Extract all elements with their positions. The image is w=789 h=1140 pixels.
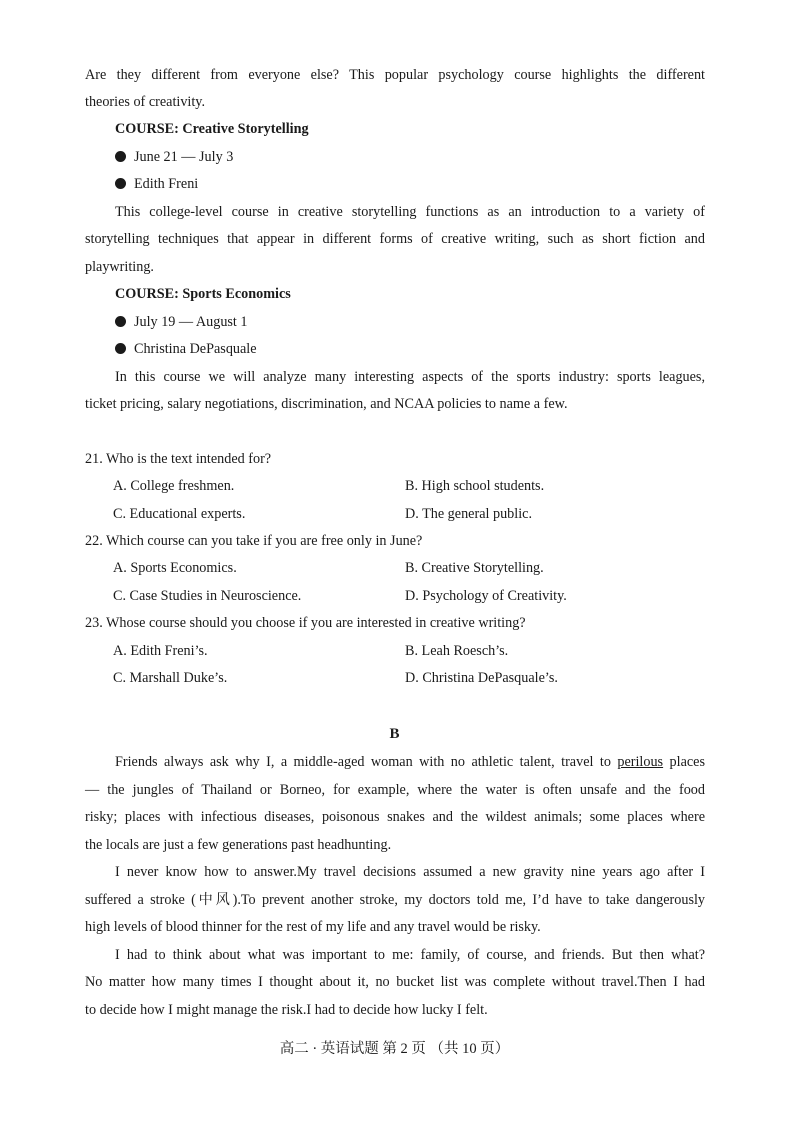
intro-line-1: Are they different from everyone else? This popular psychology course highlights the different — [85, 67, 705, 83]
option-c: C. Educational experts. — [113, 506, 246, 522]
bullet-icon — [115, 343, 126, 354]
option-a: A. College freshmen. — [113, 478, 235, 494]
course-instructor-text: Edith Freni — [134, 176, 199, 192]
course-desc-line: playwriting. — [85, 259, 154, 275]
passage-line: risky; places with infectious diseases, poisonous snakes and the wildest animals; some places where — [85, 809, 705, 825]
option-c: C. Marshall Duke’s. — [113, 670, 228, 686]
bullet-icon — [115, 151, 126, 162]
passage-line: suffered a stroke (中风).To prevent another stroke, my doctors told me, I’d have to take dangerously — [85, 892, 705, 908]
option-a: A. Sports Economics. — [113, 560, 237, 576]
question-stem: 23. Whose course should you choose if you are interested in creative writing? — [85, 615, 526, 631]
passage-line: I had to think about what was important to me: family, of course, and friends. But then what? — [115, 947, 705, 963]
course-dates-text: June 21 — July 3 — [134, 149, 234, 165]
page-footer: 高二 · 英语试题 第 2 页 （共 10 页） — [279, 1041, 510, 1057]
course-desc-line: ticket pricing, salary negotiations, discrimination, and NCAA policies to name a few. — [85, 396, 568, 412]
underlined-word: perilous — [617, 754, 664, 770]
passage-text: Friends always ask why I, a middle-aged woman with no athletic talent, travel to — [115, 754, 618, 770]
passage-line — [115, 752, 705, 772]
course-desc-line: storytelling techniques that appear in different forms of creative writing, such as short fiction and — [85, 231, 705, 247]
passage-line: No matter how many times I thought about it, no bucket list was complete without travel.Then I had — [85, 974, 705, 990]
course-desc-line: In this course we will analyze many interesting aspects of the sports industry: sports leagues, — [115, 369, 705, 385]
option-c: C. Case Studies in Neuroscience. — [113, 588, 302, 604]
course-title: COURSE: Sports Economics — [115, 286, 291, 302]
intro-line-2: theories of creativity. — [85, 94, 206, 110]
section-heading: B — [389, 726, 400, 742]
option-d: D. Christina DePasquale’s. — [405, 670, 558, 686]
course-dates — [115, 312, 735, 332]
bullet-icon — [115, 178, 126, 189]
option-d: D. The general public. — [405, 506, 532, 522]
course-title: COURSE: Creative Storytelling — [115, 121, 309, 137]
passage-line: to decide how I might manage the risk.I had to decide how lucky I felt. — [85, 1002, 488, 1018]
option-b: B. Creative Storytelling. — [405, 560, 544, 576]
passage-line: — the jungles of Thailand or Borneo, for example, where the water is often unsafe and the food — [85, 782, 705, 798]
course-dates-text: July 19 — August 1 — [134, 314, 248, 330]
course-instructor-text: Christina DePasquale — [134, 341, 257, 357]
option-b: B. High school students. — [405, 478, 545, 494]
course-dates — [115, 147, 735, 167]
question-stem: 22. Which course can you take if you are free only in June? — [85, 533, 423, 549]
option-d: D. Psychology of Creativity. — [405, 588, 567, 604]
option-b: B. Leah Roesch’s. — [405, 643, 509, 659]
course-instructor — [115, 339, 735, 359]
passage-line: high levels of blood thinner for the rest of my life and any travel would be risky. — [85, 919, 541, 935]
course-instructor — [115, 174, 735, 194]
passage-line: the locals are just a few generations past headhunting. — [85, 837, 392, 853]
question-stem: 21. Who is the text intended for? — [85, 451, 272, 467]
passage-text: places — [663, 754, 705, 770]
option-a: A. Edith Freni’s. — [113, 643, 208, 659]
bullet-icon — [115, 316, 126, 327]
passage-line: I never know how to answer.My travel decisions assumed a new gravity nine years ago after I — [115, 864, 705, 880]
course-desc-line: This college-level course in creative storytelling functions as an introduction to a variety of — [115, 204, 705, 220]
